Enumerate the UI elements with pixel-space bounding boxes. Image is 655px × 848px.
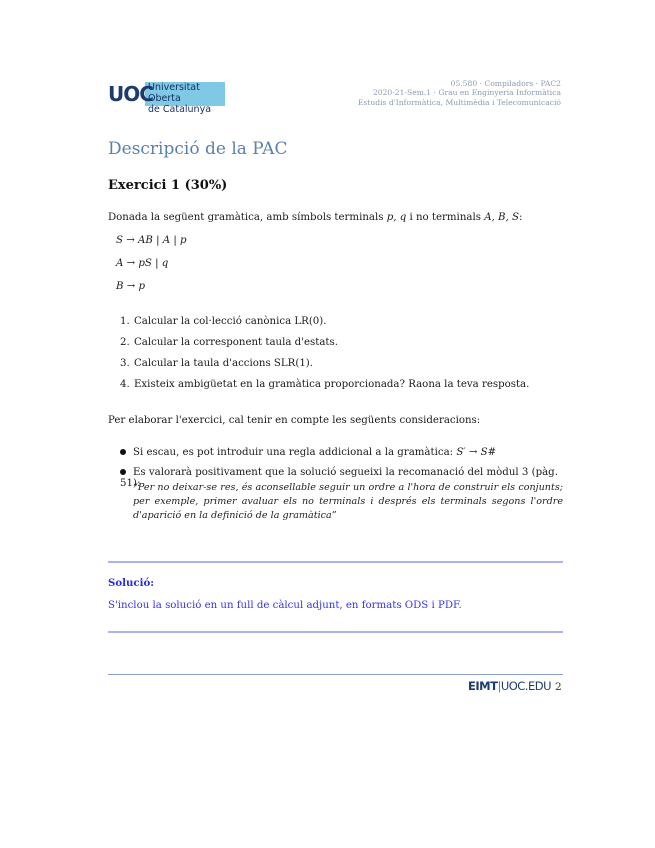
header-studies: Estudis d'Informàtica, Multimèdia i Telecomunicació: [357, 97, 561, 107]
intro-paragraph: [108, 212, 522, 223]
page-title: Descripció de la PAC: [108, 139, 288, 159]
bullet-quote: “Per no deixar-se res, és aconsellable seguir un ordre a l'hora de construir els conjunts; per exemple, primer avaluar els no terminals i després els terminals segons l'ordre d'aparició en la definició de la gramàtica”: [133, 482, 563, 522]
header-semester: 2020-21-Sem.1 · Grau en Enginyeria Informàtica: [372, 88, 561, 98]
bullet-item: [120, 447, 496, 458]
grammar-rule: A → pS | q: [116, 258, 169, 269]
list-text: Calcular la col·lecció canònica LR(0).: [134, 316, 327, 327]
intro-nonterminals: A, B, S: [484, 212, 519, 223]
list-number: 3.: [120, 358, 130, 369]
page-number: 2: [555, 681, 562, 693]
header-info: [358, 79, 561, 107]
list-number: 4.: [120, 379, 130, 390]
footer-brand-bold: EIMT: [468, 679, 498, 693]
bullet-rule: S′ → S#: [456, 447, 497, 458]
bullet-icon: [120, 469, 126, 475]
solution-text: S'inclou la solució en un full de càlcul adjunt, en formats ODS i PDF.: [108, 600, 462, 611]
bullet-text: Es valorarà positivament que la solució segueixi la recomanació del mòdul 3 (pàg. 51):: [120, 467, 558, 489]
list-number: 2.: [120, 337, 130, 348]
list-number: 1.: [120, 316, 130, 327]
solution-top-rule: [108, 561, 563, 563]
list-text: Existeix ambigüetat en la gramàtica proporcionada? Raona la teva resposta.: [134, 379, 530, 390]
list-text: Calcular la corresponent taula d'estats.: [134, 337, 338, 348]
solution-title: Solució:: [108, 577, 155, 589]
logo-mark: UOC: [108, 82, 153, 106]
logo-line-2: de Catalunya: [148, 104, 212, 115]
footer-brand-rest: UOC.EDU: [500, 679, 552, 693]
list-text: Calcular la taula d'accions SLR(1).: [134, 358, 314, 369]
intro-middle: i no terminals: [406, 212, 485, 223]
intro-before: Donada la següent gramàtica, amb símbols terminals: [108, 212, 387, 223]
footer-brand: EIMT|UOC.EDU: [468, 679, 552, 693]
list-item: [120, 337, 338, 348]
grammar-rule: B → p: [116, 281, 146, 292]
list-item: [120, 358, 313, 369]
header-course: 05.580 · Compiladors · PAC2: [450, 79, 561, 88]
intro-after: :: [518, 212, 523, 223]
bullet-text: Si escau, es pot introduir una regla addicional a la gramàtica:: [133, 447, 457, 458]
intro-terminals: p, q: [386, 212, 407, 223]
list-item: [120, 379, 529, 390]
solution-bottom-rule: [108, 631, 563, 633]
exercise-heading: Exercici 1 (30%): [108, 178, 228, 193]
logo-text: [148, 82, 226, 115]
grammar-rule: S → AB | A | p: [116, 235, 187, 246]
uoc-logo: [108, 80, 226, 115]
bullet-icon: [120, 449, 126, 455]
considerations-intro: Per elaborar l'exercici, cal tenir en compte les següents consideracions:: [108, 415, 481, 426]
logo-line-1: Universitat Oberta: [148, 82, 200, 104]
footer-rule: [108, 674, 563, 675]
list-item: [120, 316, 326, 327]
